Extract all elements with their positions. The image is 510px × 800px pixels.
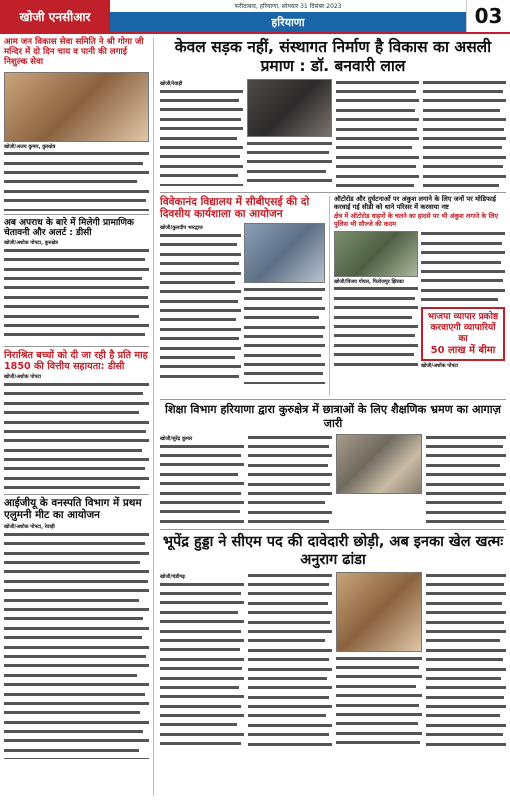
story-igu-alumni — [4, 498, 149, 759]
lead-body-1 — [160, 88, 243, 186]
story-hooda — [160, 533, 506, 752]
vivekanand-photo — [244, 223, 325, 283]
lead-byline: खोजी/रेवाड़ी — [160, 81, 183, 87]
lead-story — [160, 38, 506, 189]
page-number: 03 — [466, 0, 510, 32]
middle-band — [160, 196, 506, 396]
auto-subheadline: क्षेत्र में ऑटोरोड वाहनों के चलने का हादसे पर भी अंकुश लगाने के लिए पुलिस भी सौज्जे की कदम — [334, 212, 499, 228]
story-shiksha — [160, 403, 506, 526]
lead-body-2 — [247, 140, 332, 189]
story-orphan-body — [4, 381, 149, 491]
story-crime-byline: खोजी/अशोक पोपटा, कुरुक्षेत्र — [4, 240, 58, 247]
shiksha-headline: शिक्षा विभाग हरियाणा द्वारा कुरुक्षेत्र में छात्राओं के लिए शैक्षणिक भ्रमण का आगाज़ जारी — [165, 403, 501, 430]
brand-logo: खोजी एनसीआर — [0, 0, 110, 32]
vivekanand-headline: विवेकानंद विद्यालय में सीबीएसई की दो दिवसीय कार्यशाला का आयोजन — [160, 196, 310, 221]
shiksha-body-3 — [426, 434, 506, 526]
story-crime-body — [4, 247, 149, 343]
story-orphan-aid — [4, 350, 149, 491]
lead-body-3 — [336, 79, 419, 189]
auto-byline: खोजी/विजय गोयल, फिरोजपुर झिरका — [334, 278, 404, 285]
bjp-line2: 50 लाख में बीमा — [430, 344, 496, 356]
story-igu-headline: आईजीयू के वनस्पति विभाग में प्रथम एलुमनी मीट का आयोजन — [4, 497, 142, 522]
story-crime-headline: अब अपराध के बारे में मिलेगी प्रामाणिक चेतावनी और अलर्ट : डीसी — [4, 217, 134, 238]
section-title: हरियाणा — [110, 12, 466, 32]
vivekanand-body-1 — [160, 232, 241, 382]
lead-photo — [247, 79, 332, 137]
hooda-body-1 — [160, 581, 244, 751]
story-igu-byline: खोजी/अशोक पोपटा, रेवाड़ी — [4, 524, 55, 531]
lead-body-4 — [423, 79, 506, 189]
story-goga-photo — [4, 72, 149, 142]
story-auto-road — [334, 196, 506, 396]
vivekanand-byline: खोजी/कुलदीप भारद्वाज — [160, 225, 203, 232]
story-crime-alert — [4, 218, 149, 344]
bjp-byline: खोजी/अशोक पोपटा — [421, 362, 459, 369]
bjp-line1: भाजपा व्यापार प्रकोष्ठ करवाएगी व्यापारियों का — [427, 311, 499, 344]
story-goga-headline: आम जन विकास सेवा समिति ने श्री गोगा जी मन्दिर में दो दिन चाय व पानी की लगाई निशुल्क सेवा — [4, 37, 144, 67]
hooda-byline: खोजी/चंडीगढ़ — [160, 574, 185, 580]
auto-headline: ऑटोरोड और दुर्घटनाओं पर अंकुश लगाने के लिए जनों पर मोडिफाई करवाई गई सीडी को थाने परिसर में करवाया नष्ट — [334, 195, 497, 211]
story-orphan-byline: खोजी/अशोक पोपटा — [4, 374, 42, 381]
story-igu-body — [4, 531, 149, 759]
auto-body-1 — [334, 286, 418, 370]
vivekanand-body-2 — [244, 286, 325, 384]
masthead — [0, 0, 510, 34]
auto-photo — [334, 231, 418, 277]
hooda-body-3 — [336, 655, 422, 751]
shiksha-body-1 — [160, 443, 244, 525]
masthead-center — [110, 0, 466, 32]
story-vivekanand — [160, 196, 330, 396]
right-column — [160, 38, 506, 796]
hooda-photo — [336, 572, 422, 652]
shiksha-body-2 — [248, 434, 332, 526]
lead-headline: केवल सड़क नहीं, संस्थागत निर्माण है विकास का असली प्रमाण : डॉ. बनवारी लाल — [174, 38, 492, 75]
shiksha-photo — [336, 434, 422, 494]
story-orphan-headline: निराश्रित बच्चों को दी जा रही है प्रति माह 1850 की वित्तीय सहायता: डीसी — [4, 350, 148, 373]
auto-body-2 — [421, 231, 505, 303]
shiksha-byline: खोजी/सुरेंद्र कुमार — [160, 436, 193, 442]
hooda-body-4 — [426, 572, 506, 752]
story-goga-body — [4, 151, 149, 211]
story-goga-byline: खोजी/अजय कुमार, कुरुक्षेत्र — [4, 143, 56, 150]
left-column — [4, 38, 154, 796]
story-goga-mandir — [4, 38, 149, 211]
bjp-insurance-box — [421, 307, 505, 361]
hooda-body-2 — [248, 572, 332, 752]
date-line: फरीदाबाद, हरियाणा, सोमवार 31 दिसंबर 2023 — [234, 3, 342, 10]
hooda-headline: भूपेंद्र हुड्डा ने सीएम पद की दावेदारी छोड़ी, अब इनका खेल खत्मः अनुराग ढांडा — [162, 534, 504, 568]
